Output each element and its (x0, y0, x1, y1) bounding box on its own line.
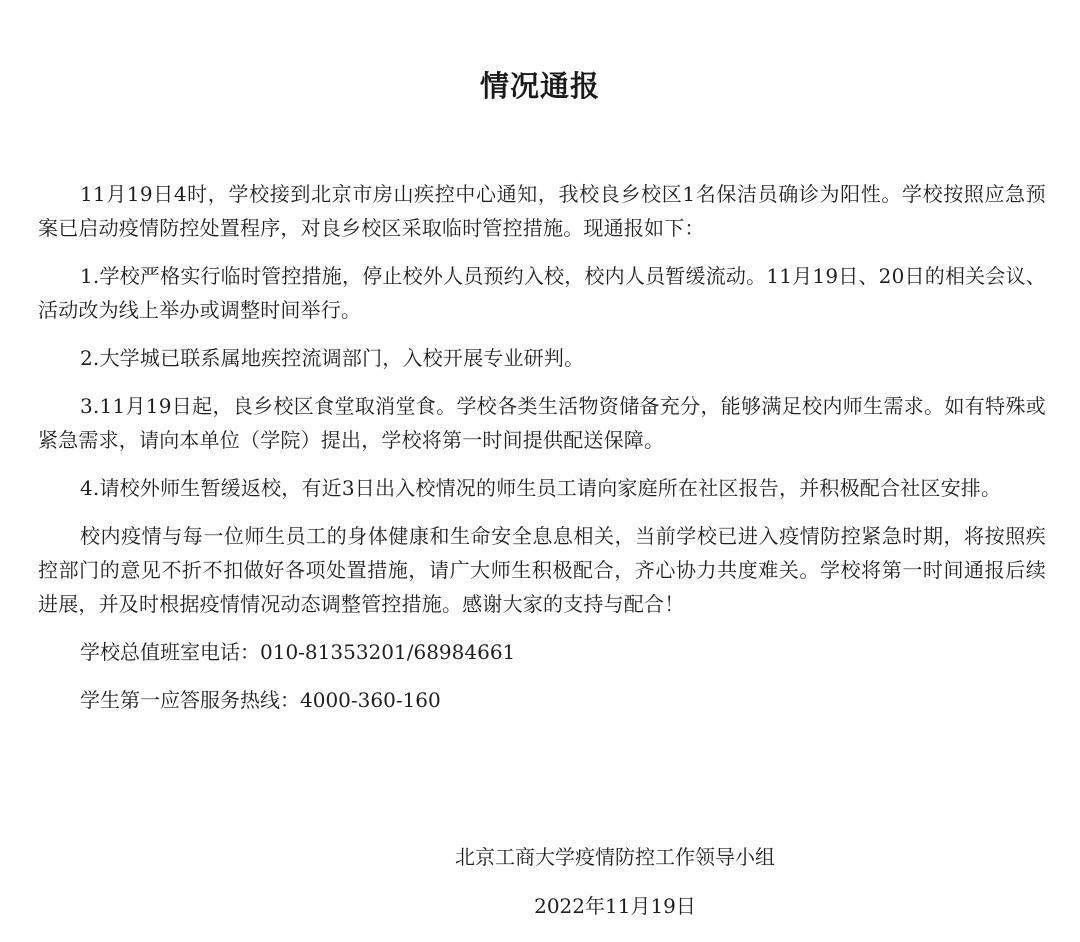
page-title: 情况通报 (479, 69, 600, 103)
measure-item-2: 2.大学城已联系属地疾控流调部门，入校开展专业研判。 (80, 346, 585, 370)
intro-paragraph: 11月19日4时，学校接到北京市房山疾控中心通知，我校良乡校区1名保洁员确诊为阳性。学校按照应急预案已启动疫情防控处置程序，对良乡校区采取临时管控措施。现通报如下： (38, 182, 1046, 240)
notice-body (38, 177, 1046, 731)
duty-office-phone: 学校总值班室电话：010-81353201/68984661 (80, 640, 516, 664)
closing-paragraph: 校内疫情与每一位师生员工的身体健康和生命安全息息相关，当前学校已进入疫情防控紧急时期，将按照疾控部门的意见不折不扣做好各项处置措施，请广大师生积极配合，齐心协力共度难关。学校将第一时间通报后续进展，并及时根据疫情情况动态调整管控措施。感谢大家的支持与配合！ (38, 524, 1046, 616)
measure-item-3: 3.11月19日起，良乡校区食堂取消堂食。学校各类生活物资储备充分，能够满足校内师生需求。如有特殊或紧急需求，请向本单位（学院）提出，学校将第一时间提供配送保障。 (38, 394, 1046, 452)
signature-organization: 北京工商大学疫情防控工作领导小组 (455, 845, 775, 869)
measure-item-1: 1.学校严格实行临时管控措施，停止校外人员预约入校，校内人员暂缓流动。11月19日、20日的相关会议、活动改为线上举办或调整时间举行。 (38, 264, 1046, 322)
signature-date: 2022年11月19日 (534, 894, 696, 918)
measure-item-4: 4.请校外师生暂缓返校，有近3日出入校情况的师生员工请向家庭所在社区报告，并积极配合社区安排。 (80, 476, 1002, 500)
student-hotline: 学生第一应答服务热线：4000-360-160 (80, 688, 441, 712)
